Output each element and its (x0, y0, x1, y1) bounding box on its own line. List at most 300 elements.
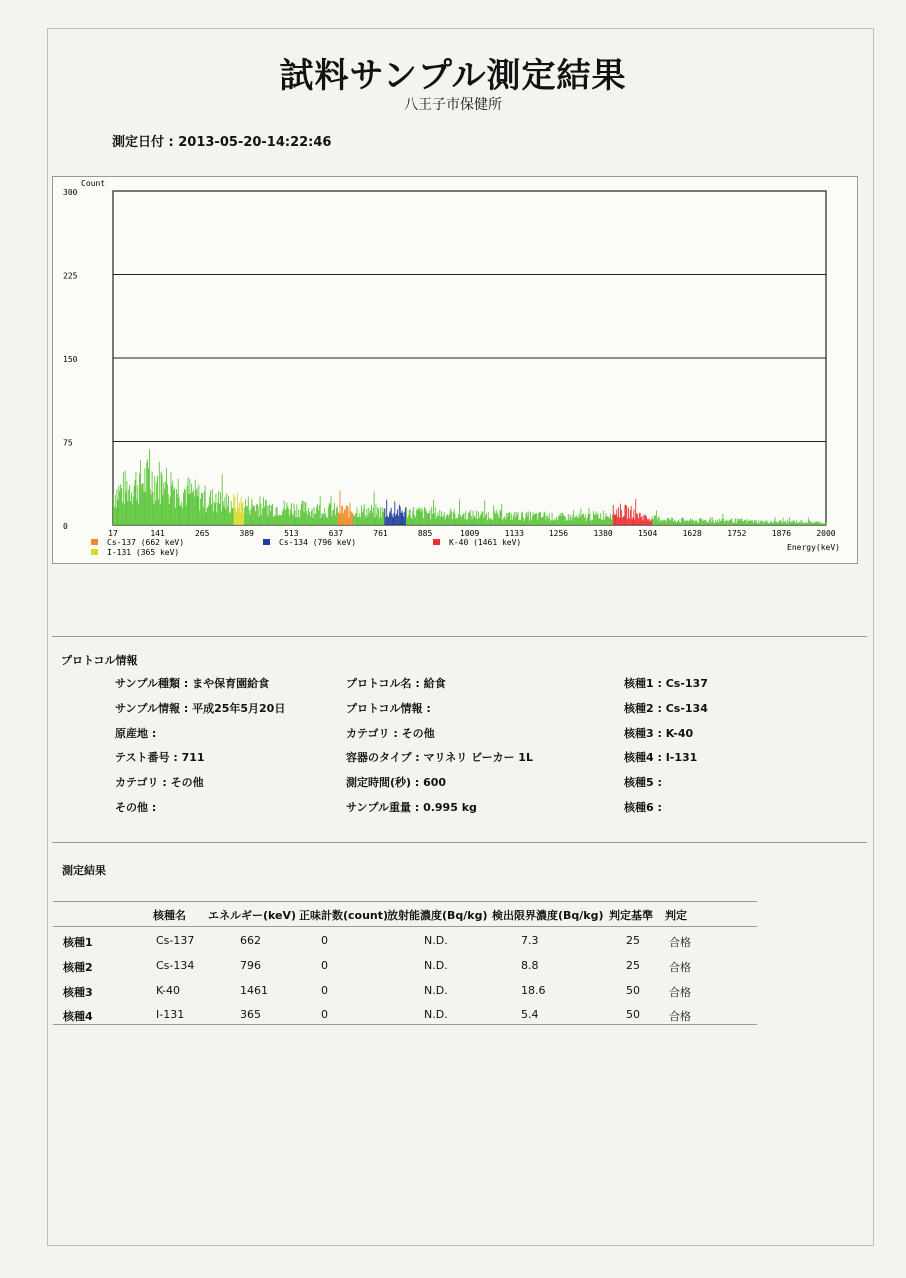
spectrum-bar (437, 513, 438, 525)
spectrum-bar (389, 513, 390, 525)
spectrum-bar (121, 488, 122, 525)
spectrum-bar (645, 515, 646, 525)
spectrum-bar (713, 523, 714, 525)
spectrum-bar (394, 501, 395, 525)
x-tick-label: 265 (194, 529, 210, 538)
table-cell: K-40 (156, 984, 181, 997)
spectrum-bar (712, 517, 713, 525)
spectrum-bar (220, 492, 221, 525)
spectrum-bar (322, 514, 323, 525)
spectrum-bar (256, 504, 257, 525)
spectrum-bar (500, 510, 501, 525)
spectrum-bar (132, 504, 133, 525)
spectrum-bar (719, 519, 720, 525)
spectrum-bar (371, 505, 372, 525)
spectrum-bar (595, 514, 596, 525)
spectrum-bar (297, 517, 298, 525)
spectrum-bar (663, 520, 664, 525)
spectrum-bar (555, 520, 556, 525)
spectrum-bar (444, 512, 445, 525)
spectrum-bar (793, 521, 794, 525)
protocol-field: プロトコル名 : 給食 (346, 677, 446, 690)
x-tick-label: 1628 (682, 529, 702, 538)
spectrum-bar (558, 516, 559, 525)
spectrum-bar (556, 517, 557, 525)
spectrum-bar (209, 497, 210, 525)
spectrum-bar (181, 502, 182, 525)
spectrum-bar (206, 508, 207, 525)
spectrum-bar (411, 519, 412, 525)
spectrum-bar (605, 517, 606, 525)
spectrum-bar (579, 513, 580, 525)
spectrum-bar (144, 469, 145, 525)
spectrum-bar (598, 513, 599, 525)
spectrum-bar (496, 510, 497, 525)
spectrum-bar (773, 523, 774, 525)
spectrum-bar (781, 521, 782, 525)
protocol-field: カテゴリ : その他 (346, 727, 435, 740)
spectrum-bar (126, 492, 127, 525)
spectrum-bars (113, 449, 827, 525)
spectrum-bar (639, 513, 640, 525)
legend-swatch (91, 549, 98, 555)
spectrum-bar (382, 507, 383, 525)
spectrum-bar (459, 499, 460, 525)
spectrum-bar (240, 513, 241, 525)
spectrum-bar (433, 500, 434, 525)
spectrum-bar (815, 522, 816, 525)
spectrum-bar (741, 519, 742, 525)
spectrum-bar (187, 486, 188, 525)
spectrum-bar (407, 518, 408, 525)
spectrum-bar (306, 511, 307, 525)
table-cell: Cs-137 (156, 934, 195, 947)
spectrum-bar (637, 515, 638, 525)
spectrum-bar (508, 513, 509, 525)
spectrum-bar (654, 515, 655, 525)
spectrum-bar (731, 519, 732, 525)
spectrum-bar (299, 517, 300, 525)
spectrum-bar (572, 515, 573, 525)
spectrum-bar (482, 511, 483, 525)
spectrum-bar (540, 512, 541, 525)
spectrum-bar (748, 519, 749, 525)
spectrum-bar (615, 515, 616, 525)
spectrum-bar (288, 509, 289, 525)
table-row-label: 核種4 (63, 1010, 93, 1023)
spectrum-bar (149, 449, 150, 525)
spectrum-bar (798, 522, 799, 525)
spectrum-bar (197, 496, 198, 525)
y-tick-label: 150 (63, 355, 78, 364)
spectrum-bar (291, 503, 292, 525)
spectrum-bar (212, 489, 213, 525)
spectrum-bar (479, 518, 480, 525)
spectrum-bar (472, 519, 473, 525)
spectrum-bar (275, 516, 276, 525)
spectrum-bar (295, 510, 296, 525)
spectrum-bar (785, 521, 786, 525)
spectrum-bar (310, 516, 311, 525)
spectrum-bar (586, 521, 587, 525)
spectrum-bar (567, 520, 568, 525)
spectrum-bar (368, 508, 369, 525)
spectrum-bar (217, 502, 218, 525)
spectrum-bar (269, 505, 270, 525)
spectrum-bar (759, 523, 760, 525)
spectrum-bar (489, 518, 490, 525)
spectrum-bar (282, 511, 283, 525)
x-tick-label: 1504 (638, 529, 658, 538)
spectrum-bar (689, 520, 690, 525)
spectrum-bar (180, 506, 181, 525)
table-cell: 50 (626, 1008, 640, 1021)
spectrum-bar (593, 511, 594, 525)
spectrum-bar (514, 512, 515, 525)
spectrum-bar (242, 502, 243, 525)
spectrum-bar (286, 503, 287, 525)
spectrum-bar (469, 512, 470, 525)
spectrum-bar (244, 507, 245, 525)
spectrum-bar (369, 513, 370, 525)
spectrum-bar (460, 515, 461, 525)
spectrum-bar (283, 509, 284, 525)
spectrum-bar (115, 495, 116, 525)
spectrum-bar (650, 521, 651, 525)
spectrum-bar (655, 516, 656, 525)
spectrum-bar (554, 519, 555, 525)
table-cell: 合格 (669, 986, 691, 999)
table-header-cell: 判定 (665, 909, 687, 922)
spectrum-bar (732, 523, 733, 525)
spectrum-bar (399, 505, 400, 525)
spectrum-bar (171, 485, 172, 525)
spectrum-bar (131, 492, 132, 525)
spectrum-bar (529, 521, 530, 525)
spectrum-bar (202, 493, 203, 525)
spectrum-bar (428, 513, 429, 525)
spectrum-bar (574, 517, 575, 525)
spectrum-bar (325, 514, 326, 525)
spectrum-bar (322, 513, 323, 525)
spectrum-bar (292, 514, 293, 525)
spectrum-bar (318, 510, 319, 525)
spectrum-bar (660, 520, 661, 525)
spectrum-bar (354, 516, 355, 525)
spectrum-bar (189, 479, 190, 525)
spectrum-bar (400, 507, 401, 525)
spectrum-bar (331, 516, 332, 525)
spectrum-bar (431, 507, 432, 525)
spectrum-bar (437, 516, 438, 525)
spectrum-bar (290, 510, 291, 525)
spectrum-bar (263, 497, 264, 525)
spectrum-bar (811, 523, 812, 525)
spectrum-bar (825, 522, 826, 525)
spectrum-bar (456, 518, 457, 525)
spectrum-bar (133, 497, 134, 525)
report-subtitle: 八王子市保健所 (404, 97, 502, 113)
spectrum-bar (403, 517, 404, 525)
spectrum-bar (644, 516, 645, 525)
spectrum-bar (493, 506, 494, 525)
spectrum-bar (280, 515, 281, 525)
spectrum-bar (669, 518, 670, 525)
spectrum-bar (296, 504, 297, 525)
y-axis-label: Count (81, 179, 106, 188)
spectrum-bar (259, 517, 260, 525)
spectrum-bar (235, 509, 236, 525)
spectrum-bar (386, 500, 387, 525)
protocol-section-title: プロトコル情報 (61, 654, 138, 667)
spectrum-bar (770, 521, 771, 525)
spectrum-bar (440, 517, 441, 525)
spectrum-bar (123, 472, 124, 525)
spectrum-bar (642, 516, 643, 525)
table-cell: 8.8 (521, 959, 539, 972)
spectrum-bar (419, 508, 420, 525)
spectrum-bar (465, 511, 466, 525)
spectrum-bar (550, 521, 551, 525)
spectrum-bar (822, 523, 823, 525)
spectrum-bar (789, 517, 790, 525)
x-tick-label: 2000 (816, 529, 836, 538)
spectrum-bar (653, 519, 654, 525)
spectrum-bar (531, 520, 532, 525)
spectrum-bar (818, 522, 819, 525)
spectrum-bar (272, 504, 273, 525)
spectrum-bar (455, 514, 456, 525)
table-header-cell: 放射能濃度(Bq/kg) (387, 909, 488, 922)
spectrum-bar (805, 523, 806, 525)
spectrum-bar (424, 507, 425, 525)
spectrum-bar (784, 522, 785, 525)
spectrum-bar (313, 507, 314, 525)
spectrum-bar (775, 517, 776, 525)
spectrum-bar (418, 510, 419, 525)
table-cell: 1461 (240, 984, 268, 997)
spectrum-bar (633, 510, 634, 525)
spectrum-bar (763, 523, 764, 525)
spectrum-bar (756, 520, 757, 525)
x-tick-label: 637 (328, 529, 344, 538)
spectrum-bar (495, 513, 496, 525)
spectrum-bar (134, 486, 135, 525)
spectrum-bar (137, 485, 138, 525)
spectrum-bar (410, 509, 411, 525)
spectrum-bar (747, 523, 748, 525)
spectrum-bar (257, 504, 258, 525)
spectrum-bar (707, 521, 708, 525)
spectrum-bar (239, 503, 240, 525)
spectrum-bar (284, 501, 285, 525)
spectrum-bar (760, 521, 761, 525)
table-row-label: 核種2 (63, 961, 93, 974)
spectrum-bar (721, 521, 722, 525)
spectrum-bar (179, 498, 180, 525)
spectrum-bar (765, 521, 766, 525)
spectrum-bar (619, 518, 620, 525)
spectrum-bar (422, 510, 423, 525)
spectrum-bar (356, 513, 357, 525)
spectrum-bar (233, 494, 234, 525)
spectrum-bar (191, 484, 192, 525)
spectrum-bar (450, 509, 451, 525)
spectrum-bar (516, 512, 517, 525)
spectrum-bar (641, 517, 642, 525)
spectrum-bar (544, 513, 545, 525)
spectrum-bar (743, 521, 744, 525)
spectrum-bar (778, 522, 779, 525)
spectrum-bar (442, 517, 443, 525)
spectrum-bar (172, 481, 173, 525)
spectrum-bar (425, 508, 426, 525)
spectrum-bar (298, 510, 299, 525)
table-cell: 365 (240, 1008, 261, 1021)
spectrum-bar (690, 518, 691, 525)
spectrum-bar (507, 517, 508, 525)
spectrum-bar (617, 517, 618, 525)
spectrum-bar (750, 521, 751, 525)
legend-label: K-40 (1461 keV) (449, 538, 522, 547)
protocol-field: 核種5 : (624, 776, 662, 789)
spectrum-bar (626, 506, 627, 525)
spectrum-bar (667, 518, 668, 525)
spectrum-bar (378, 509, 379, 525)
protocol-field: 核種1 : Cs-137 (624, 677, 708, 690)
spectrum-bar (260, 504, 261, 525)
spectrum-bar (162, 474, 163, 525)
spectrum-bar (490, 518, 491, 525)
spectrum-bar (486, 513, 487, 525)
spectrum-bar (452, 519, 453, 525)
spectrum-bar (467, 519, 468, 525)
table-cell: 0 (321, 959, 328, 972)
spectrum-bar (249, 511, 250, 525)
spectrum-bar (737, 518, 738, 525)
spectrum-bar (334, 503, 335, 525)
legend-label: I-131 (365 keV) (107, 548, 180, 557)
spectrum-bar (758, 523, 759, 525)
spectrum-bar (695, 520, 696, 525)
spectrum-bar (130, 501, 131, 525)
spectrum-bar (293, 516, 294, 525)
spectrum-bar (402, 513, 403, 525)
spectrum-bar (526, 513, 527, 525)
spectrum-bar (686, 521, 687, 525)
spectrum-bar (320, 496, 321, 525)
spectrum-bar (501, 504, 502, 525)
spectrum-bar (546, 516, 547, 525)
spectrum-bar (326, 517, 327, 525)
spectrum-bar (277, 515, 278, 525)
spectrum-bar (803, 523, 804, 525)
spectrum-bar (125, 471, 126, 525)
protocol-field: 核種2 : Cs-134 (624, 702, 708, 715)
protocol-field: 容器のタイプ : マリネリ ビーカー 1L (346, 751, 533, 764)
spectrum-bar (691, 520, 692, 525)
spectrum-bar (192, 492, 193, 525)
spectrum-bar (201, 493, 202, 525)
spectrum-bar (287, 506, 288, 525)
spectrum-bar (423, 518, 424, 525)
spectrum-bar (621, 510, 622, 525)
spectrum-bar (309, 512, 310, 525)
spectrum-bar (248, 497, 249, 525)
spectrum-bar (735, 518, 736, 525)
spectrum-bar (814, 523, 815, 525)
spectrum-bar (613, 505, 614, 525)
spectrum-bar (247, 506, 248, 525)
spectrum-bar (370, 510, 371, 525)
spectrum-bar (485, 515, 486, 525)
spectrum-bar (728, 521, 729, 525)
spectrum-bar (253, 506, 254, 525)
spectrum-bar (694, 522, 695, 525)
spectrum-bar (492, 520, 493, 525)
spectrum-bar (744, 520, 745, 525)
spectrum-bar (319, 505, 320, 525)
spectrum-bar (186, 505, 187, 525)
spectrum-bar (362, 512, 363, 525)
spectrum-bar (503, 518, 504, 525)
spectrum-bar (726, 520, 727, 525)
spectrum-bar (355, 514, 356, 525)
spectrum-bar (380, 507, 381, 525)
spectrum-bar (363, 509, 364, 525)
spectrum-bar (473, 516, 474, 525)
x-tick-label: 513 (284, 529, 299, 538)
spectrum-bar (762, 521, 763, 525)
spectrum-bar (228, 496, 229, 525)
spectrum-bar (402, 510, 403, 525)
spectrum-bar (800, 523, 801, 525)
spectrum-bar (447, 514, 448, 525)
table-cell: 796 (240, 959, 261, 972)
spectrum-bar (494, 511, 495, 525)
spectrum-bar (441, 511, 442, 525)
spectrum-bar (753, 523, 754, 525)
table-cell: 合格 (669, 1010, 691, 1023)
spectrum-bar (523, 518, 524, 525)
spectrum-bar (680, 522, 681, 525)
spectrum-bar (184, 489, 185, 525)
spectrum-bar (349, 518, 350, 525)
spectrum-bar (174, 487, 175, 525)
spectrum-bar (571, 520, 572, 525)
spectrum-bar (704, 520, 705, 525)
spectrum-bar (629, 518, 630, 525)
spectrum-bar (520, 520, 521, 525)
spectrum-bar (342, 506, 343, 525)
spectrum-bar (384, 509, 385, 525)
spectrum-bar (165, 482, 166, 525)
spectrum-bar (395, 516, 396, 525)
spectrum-bar (481, 514, 482, 525)
spectrum-bar (515, 517, 516, 525)
spectrum-bar (154, 476, 155, 525)
spectrum-bar (365, 515, 366, 525)
x-tick-label: 389 (239, 529, 254, 538)
spectrum-bar (427, 514, 428, 525)
protocol-field: サンプル種類 : まや保育園給食 (115, 677, 270, 690)
spectrum-bar (273, 517, 274, 525)
spectrum-bar (230, 512, 231, 525)
spectrum-bar (480, 515, 481, 525)
spectrum-bar (725, 521, 726, 525)
spectrum-bar (366, 518, 367, 525)
spectrum-bar (597, 515, 598, 525)
